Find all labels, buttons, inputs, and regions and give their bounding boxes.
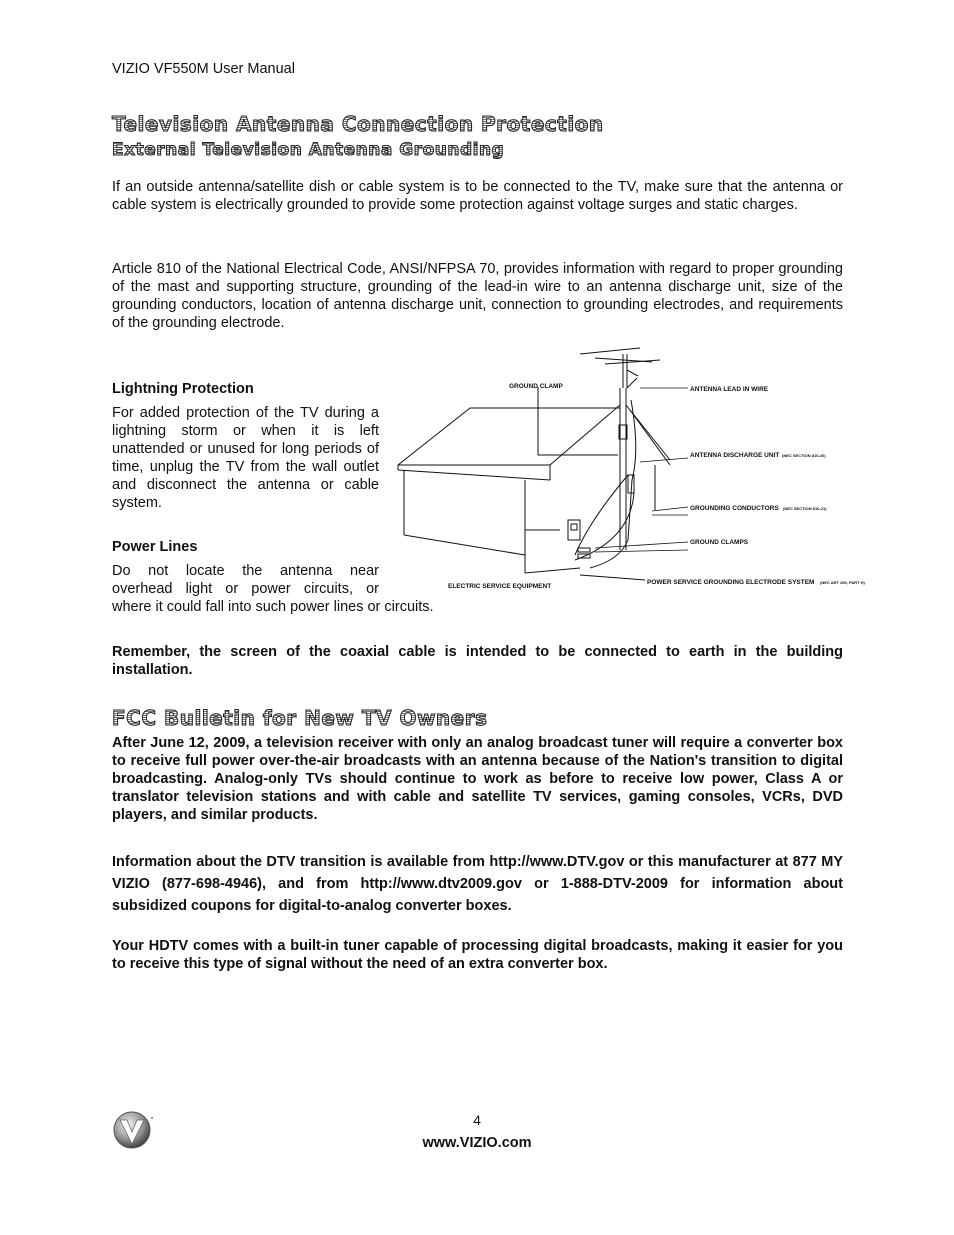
label-antenna-lead-in-wire: ANTENNA LEAD IN WIRE — [690, 386, 769, 393]
grounding-paragraph-1: If an outside antenna/satellite dish or cable system is to be connected to the TV, make sure that the antenna or cable system is electrically grounded to provide some protection against voltage surges and static charges. — [112, 179, 843, 213]
fcc-paragraph-1: After June 12, 2009, a television receiver with only an analog broadcast tuner will require a converter box to receive full power over-the-air broadcasts with an antenna because of the Nation's transition to digital broadcasting. Analog-only TVs should continue to work as before to receive low power, Class A or translator television stations and with cable and satellite TV services, gaming consoles, VCRs, DVD players, and similar products. — [112, 735, 843, 823]
label-grounding-conductors: GROUNDING CONDUCTORS — [690, 505, 779, 512]
label-antenna-discharge-unit: ANTENNA DISCHARGE UNIT — [690, 452, 780, 459]
fcc-bulletin-title: FCC Bulletin for New TV Owners — [112, 706, 488, 730]
label-discharge-unit-ref: (NEC SECTION 810-20) — [782, 453, 826, 458]
label-power-service-grounding: POWER SERVICE GROUNDING ELECTRODE SYSTEM — [647, 579, 815, 586]
page-number: 4 — [473, 1112, 481, 1128]
lightning-protection-heading: Lightning Protection — [112, 381, 254, 397]
label-grounding-conductors-ref: (NEC SECTION 810-21) — [783, 506, 827, 511]
fcc-paragraph-2: Information about the DTV transition is available from http://www.DTV.gov or this manufacturer at 877 MY VIZIO (877-698-4946), and from http://www.dtv2009.gov or 1-888-DTV-2009 for information about subsidized coupons for digital-to-analog converter boxes. — [112, 854, 843, 914]
power-lines-text-line3: where it could fall into such power lines or circuits. — [112, 599, 434, 615]
label-power-service-ref: (NEC ART 250, PART H) — [820, 580, 865, 585]
power-lines-text-line2: overhead light or power circuits, or — [112, 581, 379, 597]
section-subtitle: External Television Antenna Grounding — [112, 140, 505, 160]
power-lines-text-line1: Do not locate the antenna near — [112, 563, 379, 579]
fcc-paragraph-3: Your HDTV comes with a built-in tuner capable of processing digital broadcasts, making it easier for you to receive this type of signal without the need of an extra converter box. — [112, 938, 843, 972]
footer-website-link[interactable]: www.VIZIO.com — [422, 1135, 532, 1151]
label-ground-clamps: GROUND CLAMPS — [690, 539, 749, 546]
document-header: VIZIO VF550M User Manual — [112, 61, 295, 77]
coaxial-reminder: Remember, the screen of the coaxial cable is intended to be connected to earth in the building installation. — [112, 644, 843, 678]
grounding-paragraph-2: Article 810 of the National Electrical Code, ANSI/NFPSA 70, provides information with regard to proper grounding of the mast and supporting structure, grounding of the lead-in wire to an antenna discharge unit, size of the grounding conductors, location of antenna discharge unit, connection to grounding electrodes, and requirements of the grounding electrode. — [112, 261, 843, 331]
power-lines-heading: Power Lines — [112, 539, 198, 555]
section-title: Television Antenna Connection Protection — [112, 112, 604, 136]
antenna-grounding-diagram — [390, 340, 890, 600]
label-electric-service-equipment: ELECTRIC SERVICE EQUIPMENT — [448, 583, 552, 590]
lightning-protection-text: For added protection of the TV during a lightning storm or when it is left unattended or unused for long periods of time, unplug the TV from the wall outlet and disconnect the antenna or cable system. — [112, 405, 379, 511]
label-ground-clamp: GROUND CLAMP — [509, 383, 563, 390]
